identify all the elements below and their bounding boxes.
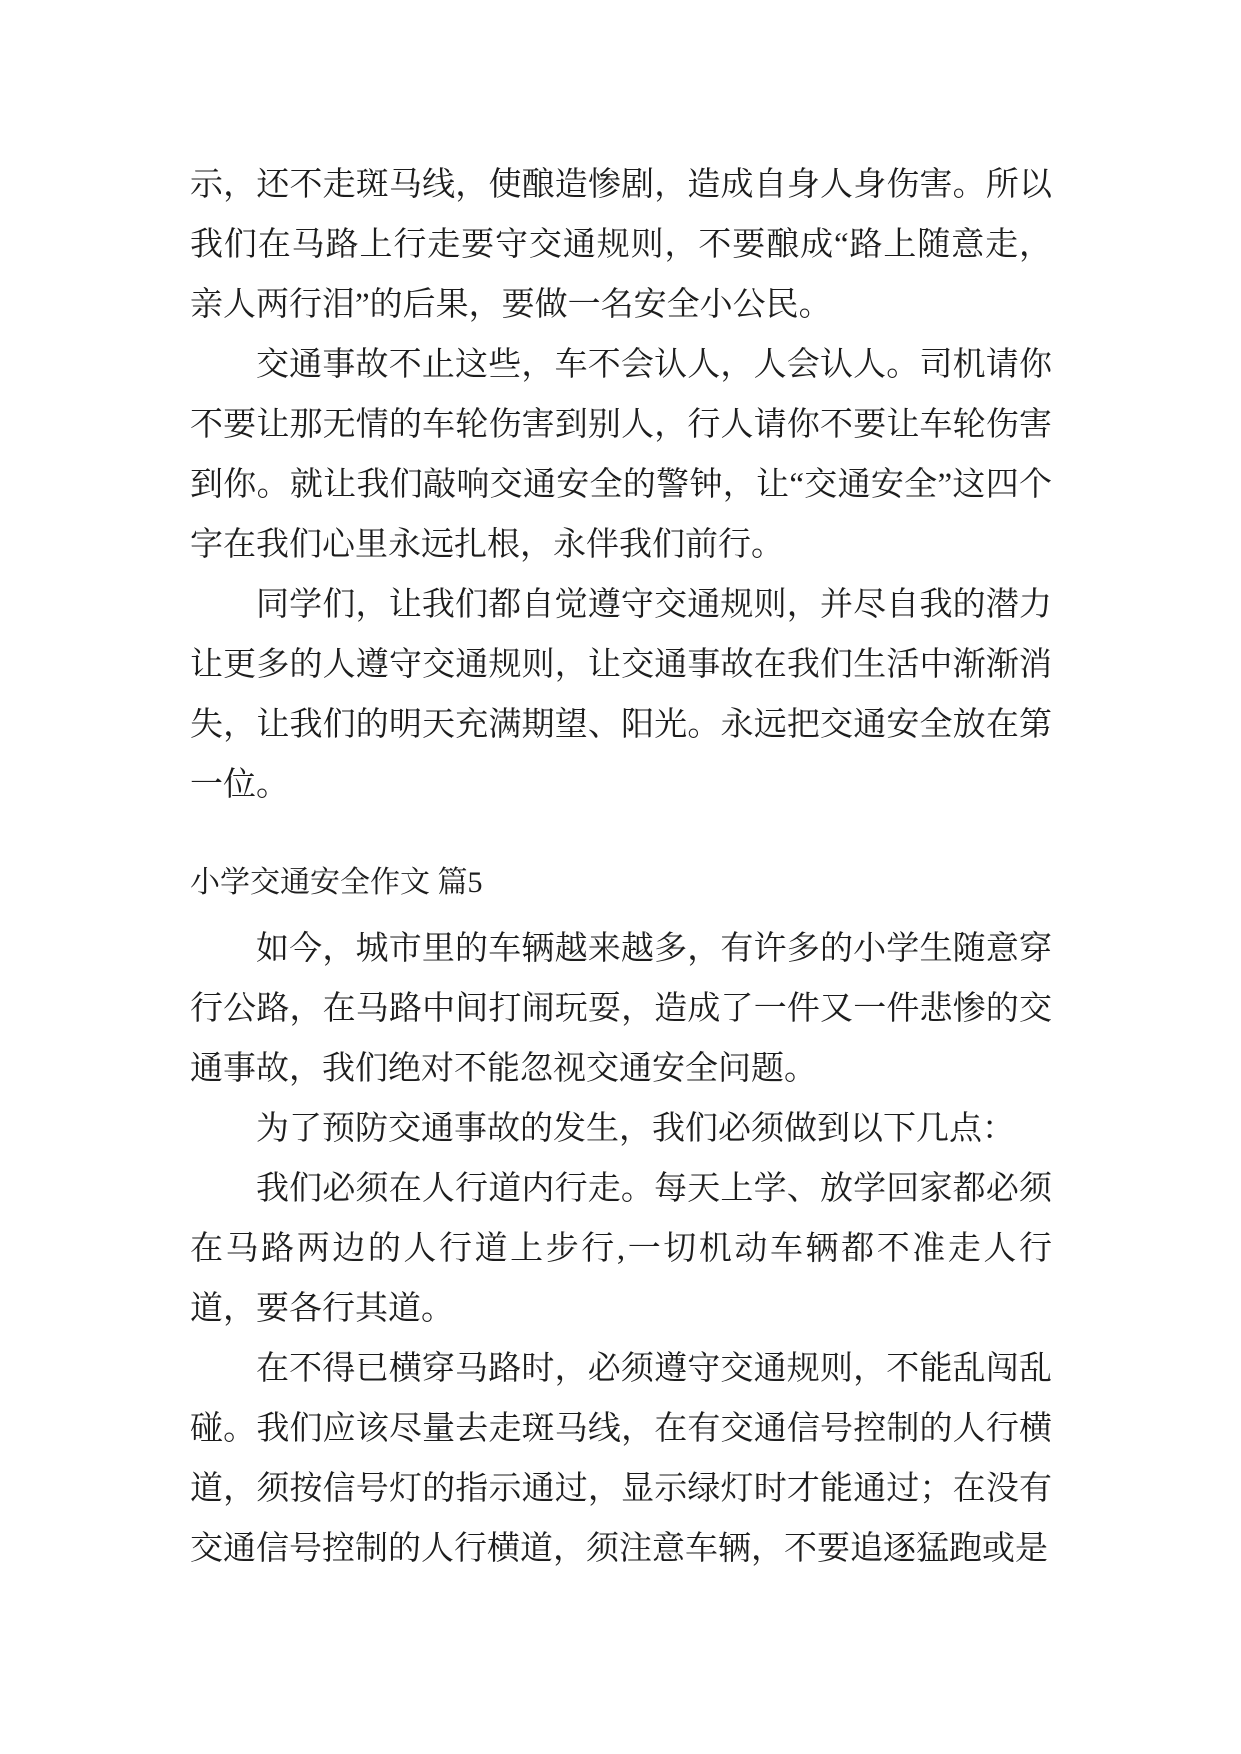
- essay-paragraph: 同学们，让我们都自觉遵守交通规则，并尽自我的潜力让更多的人遵守交通规则，让交通事故在我们生活中渐渐消失，让我们的明天充满期望、阳光。永远把交通安全放在第一位。: [190, 587, 1052, 803]
- essay-paragraph: 在不得已横穿马路时，必须遵守交通规则，不能乱闯乱碰。我们应该尽量去走斑马线，在有交通信号控制的人行横道，须按信号灯的指示通过，显示绿灯时才能通过；在没有交通信号控制的人行横道，须注意车辆，不要追逐猛跑或是: [190, 1351, 1052, 1567]
- essay-paragraph: 我们必须在人行道内行走。每天上学、放学回家都必须在马路两边的人行道上步行,一切机动车辆都不准走人行道，要各行其道。: [190, 1171, 1052, 1327]
- essay-paragraph: 交通事故不止这些，车不会认人，人会认人。司机请你不要让那无情的车轮伤害到别人，行人请你不要让车轮伤害到你。就让我们敲响交通安全的警钟，让“交通安全”这四个字在我们心里永远扎根，永伴我们前行。: [190, 347, 1052, 563]
- essay-paragraph: 如今，城市里的车辆越来越多，有许多的小学生随意穿行公路，在马路中间打闹玩耍，造成了一件又一件悲惨的交通事故，我们绝对不能忽视交通安全问题。: [190, 931, 1052, 1087]
- essay-paragraph: 为了预防交通事故的发生，我们必须做到以下几点：: [256, 1111, 1015, 1147]
- essay-section-heading: 小学交通安全作文 篇5: [190, 866, 483, 899]
- essay-paragraph-continuation: 示，还不走斑马线，使酿造惨剧，造成自身人身伤害。所以我们在马路上行走要守交通规则，不要酿成“路上随意走，亲人两行泪”的后果，要做一名安全小公民。: [190, 167, 1052, 323]
